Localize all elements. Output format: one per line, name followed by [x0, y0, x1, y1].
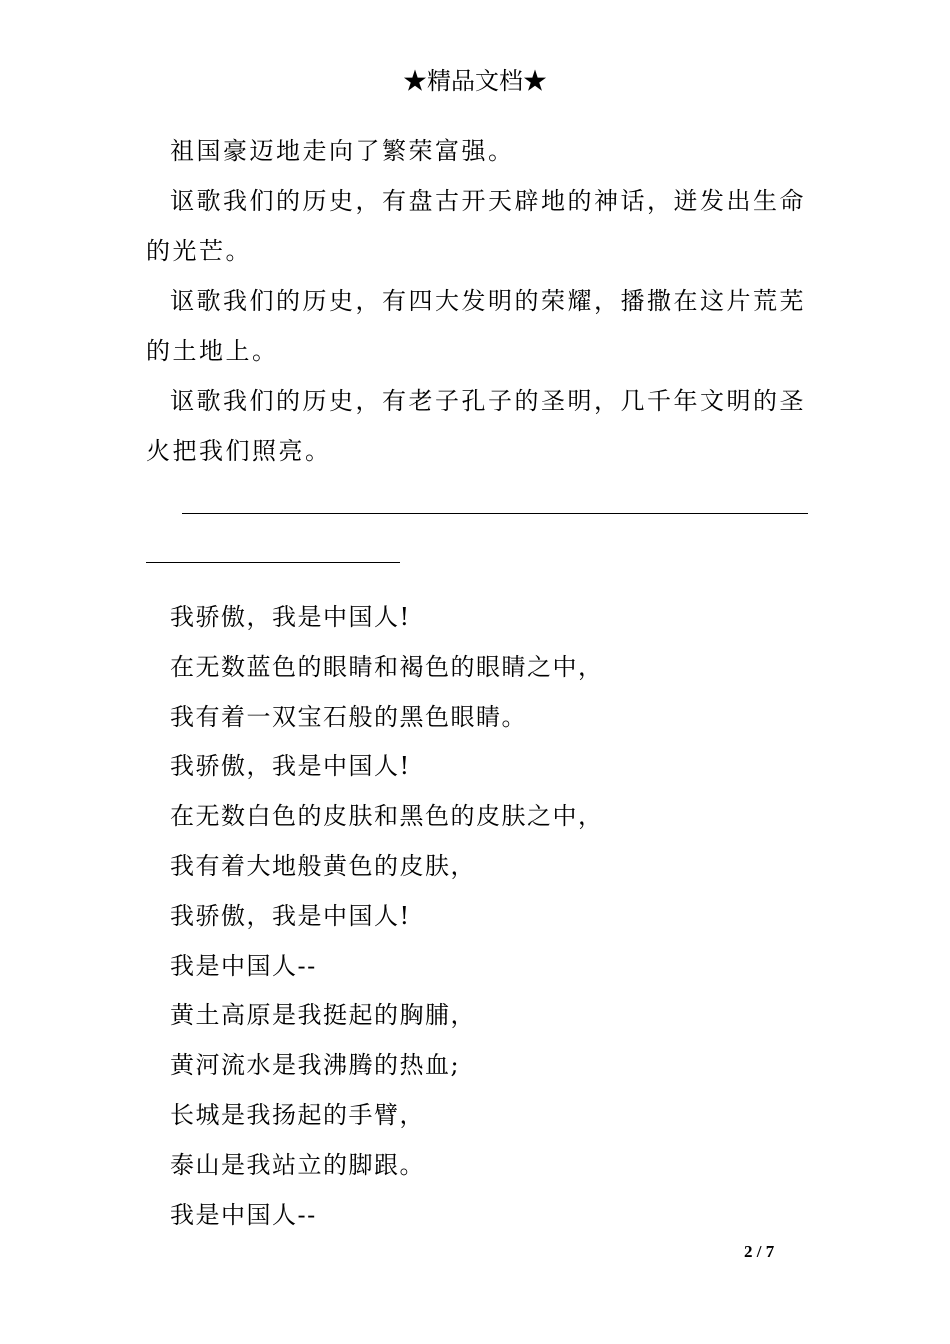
verse-line: 长城是我扬起的手臂， — [170, 1100, 425, 1129]
page-number: 2 / 7 — [744, 1242, 775, 1261]
verse-line: 黄河流水是我沸腾的热血; — [170, 1051, 461, 1080]
verse-line: 泰山是我站立的脚跟。 — [170, 1150, 425, 1179]
verse-line: 在无数白色的皮肤和黑色的皮肤之中， — [170, 802, 604, 831]
verse-line: 黄土高原是我挺起的胸脯， — [170, 1001, 476, 1030]
verse-line: 我是中国人-- — [170, 951, 317, 980]
verse-line: 我有着大地般黄色的皮肤， — [170, 851, 476, 880]
verse-line: 我骄傲，我是中国人! — [170, 901, 411, 930]
verse-line: 我骄傲，我是中国人! — [170, 603, 411, 631]
paragraph: 讴歌我们的历史，有老子孔子的圣明，几千年文明的圣火把我们照亮。 — [146, 387, 806, 465]
verse-line: 在无数蓝色的眼睛和褐色的眼睛之中， — [170, 652, 604, 681]
verse-line: 我是中国人-- — [170, 1200, 317, 1229]
document-body — [146, 126, 808, 1240]
section-divider-line — [182, 513, 808, 514]
verse-line: 我有着一双宝石般的黑色眼睛。 — [170, 702, 527, 731]
page-header: ★精品文档★ — [403, 67, 547, 95]
paragraph: 祖国豪迈地走向了繁荣富强。 — [170, 137, 515, 165]
verse-line: 我骄傲，我是中国人! — [170, 752, 411, 781]
paragraph: 讴歌我们的历史，有四大发明的荣耀，播撒在这片荒芜的土地上。 — [146, 287, 806, 365]
paragraph: 讴歌我们的历史，有盘古开天辟地的神话，迸发出生命的光芒。 — [146, 187, 806, 265]
